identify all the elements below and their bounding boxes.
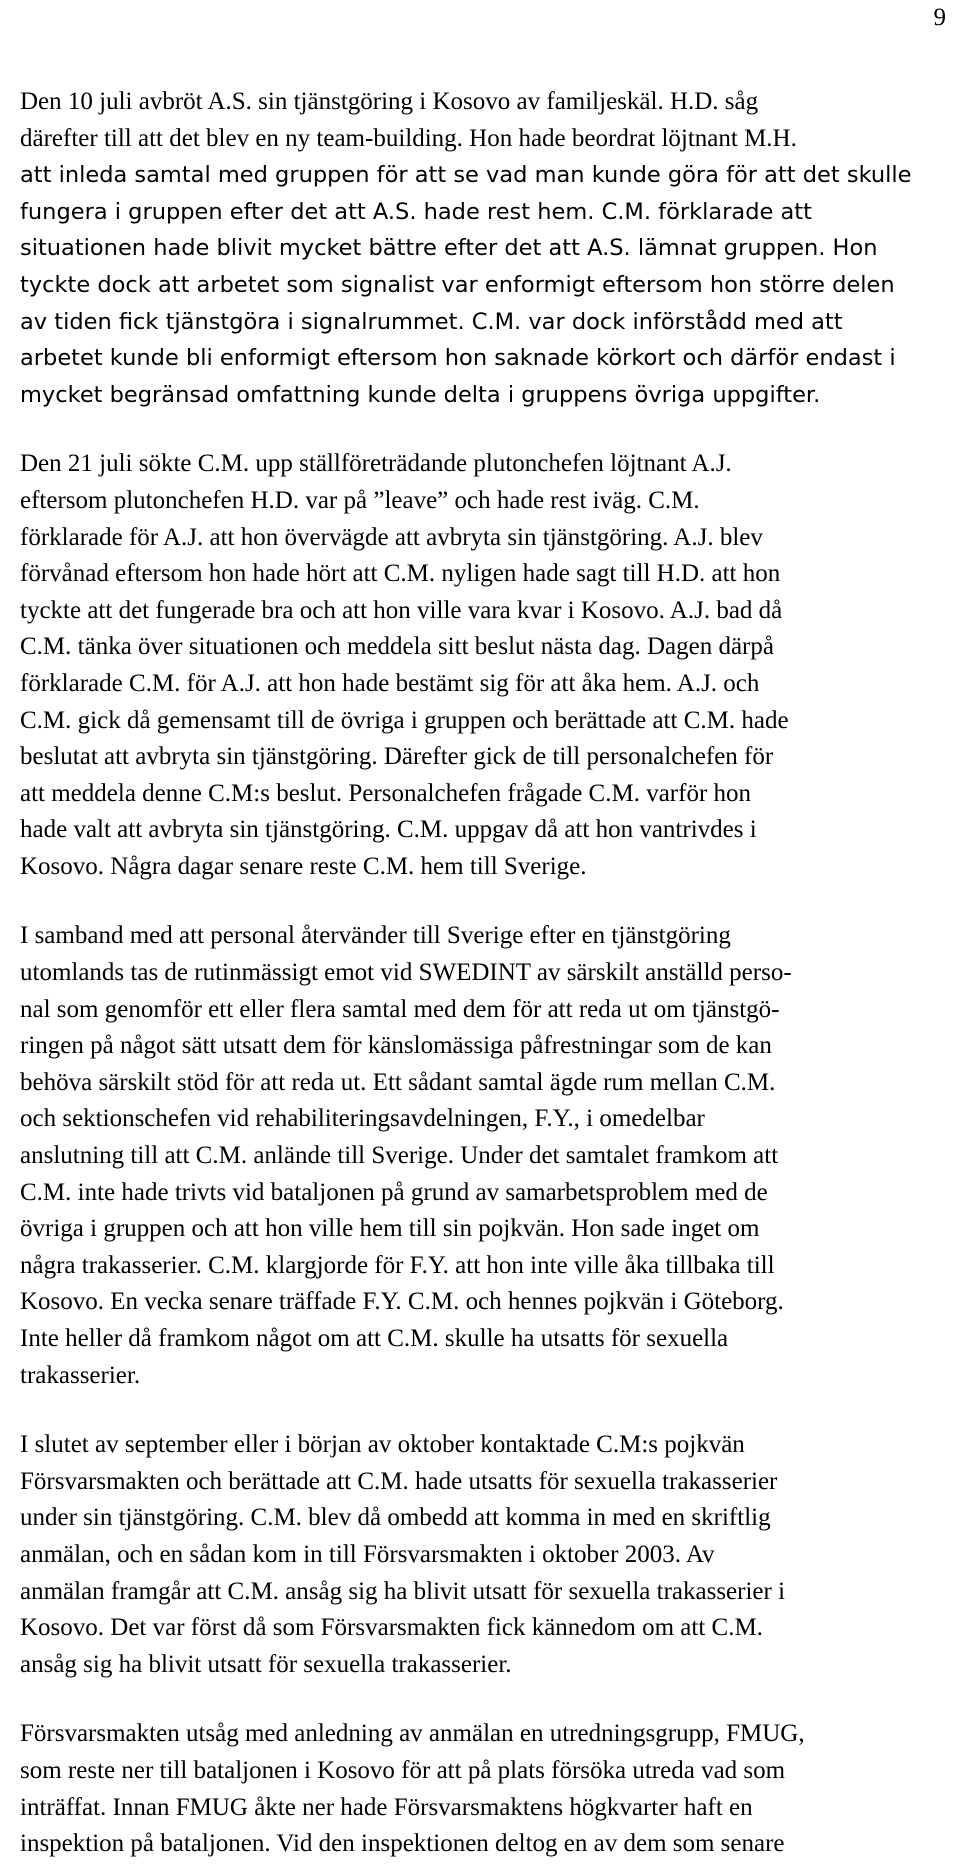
text-line: behöva särskilt stöd för att reda ut. Ett sådant samtal ägde rum mellan C.M. (20, 1068, 776, 1096)
text-line: I slutet av september eller i början av oktober kontaktade C.M:s pojkvän (20, 1431, 745, 1459)
text-line: anmälan, och en sådan kom in till Försvarsmakten i oktober 2003. Av (20, 1540, 715, 1568)
text-line: utomlands tas de rutinmässigt emot vid SWEDINT av särskilt anställd perso- (20, 959, 792, 987)
text-line: situationen hade blivit mycket bättre efter det att A.S. lämnat gruppen. Hon (20, 235, 878, 262)
text-line: Inte heller då framkom något om att C.M. skulle ha utsatts för sexuella (20, 1325, 729, 1352)
text-line: C.M. gick då gemensamt till de övriga i gruppen och berättade att C.M. hade (20, 706, 789, 734)
text-line: tyckte dock att arbetet som signalist var enformigt eftersom hon större delen (20, 271, 895, 298)
page-number: 9 (933, 4, 946, 31)
text-line: förklarade C.M. för A.J. att hon hade bestämt sig för att åka hem. A.J. och (20, 669, 760, 697)
text-line: hade valt att avbryta sin tjänstgöring. C.M. uppgav då att hon vantrivdes i (20, 816, 757, 844)
text-line: att inleda samtal med gruppen för att se vad man kunde göra för att det skulle (20, 162, 912, 189)
text-line: att meddela denne C.M:s beslut. Personalchefen frågade C.M. varför hon (20, 779, 752, 807)
text-line: ringen på något sätt utsatt dem för känslomässiga påfrestningar som de kan (20, 1032, 772, 1060)
text-line: Den 10 juli avbröt A.S. sin tjänstgöring i Kosovo av familjeskäl. H.D. såg (20, 88, 759, 115)
text-line: inträffat. Innan FMUG åkte ner hade Försvarsmaktens högkvarter haft en (20, 1793, 753, 1821)
text-line: fungera i gruppen efter det att A.S. hade rest hem. C.M. förklarade att (20, 198, 812, 225)
text-line: övriga i gruppen och att hon ville hem till sin pojkvän. Hon sade inget om (20, 1215, 760, 1243)
text-line: förvånad eftersom hon hade hört att C.M. nyligen hade sagt till H.D. att hon (20, 560, 781, 588)
document-body (20, 84, 945, 1863)
text-line: eftersom plutonchefen H.D. var på ”leave” och hade rest iväg. C.M. (20, 486, 700, 514)
text-line: I samband med att personal återvänder till Sverige efter en tjänstgöring (20, 922, 731, 950)
text-line: Kosovo. En vecka senare träffade F.Y. C.M. och hennes pojkvän i Göteborg. (20, 1288, 784, 1316)
text-line: trakasserier. (20, 1361, 141, 1389)
text-line: arbetet kunde bli enformigt eftersom hon saknade körkort och därför endast i (20, 345, 896, 372)
text-line: förklarade för A.J. att hon övervägde att avbryta sin tjänstgöring. A.J. blev (20, 523, 763, 551)
text-line: Den 21 juli sökte C.M. upp ställföreträdande plutonchefen löjtnant A.J. (20, 450, 732, 478)
paragraph-2 (20, 446, 945, 885)
text-line: Kosovo. Det var först då som Försvarsmakten fick kännedom om att C.M. (20, 1614, 763, 1642)
text-line: Försvarsmakten utsåg med anledning av anmälan en utredningsgrupp, FMUG, (20, 1720, 805, 1748)
text-line: under sin tjänstgöring. C.M. blev då ombedd att komma in med en skriftlig (20, 1504, 771, 1532)
text-line: Försvarsmakten och berättade att C.M. hade utsatts för sexuella trakasserier (20, 1467, 778, 1495)
text-line: anslutning till att C.M. anlände till Sverige. Under det samtalet framkom att (20, 1142, 779, 1170)
text-line: nal som genomför ett eller flera samtal med dem för att reda ut om tjänstgö- (20, 995, 780, 1023)
text-line: som reste ner till bataljonen i Kosovo för att på plats försöka utreda vad som (20, 1756, 786, 1784)
paragraph-1 (20, 84, 945, 413)
text-line: och sektionschefen vid rehabiliteringsavdelningen, F.Y., i omedelbar (20, 1105, 705, 1133)
text-line: inspektion på bataljonen. Vid den inspektionen deltog en av dem som senare (20, 1830, 785, 1858)
paragraph-4 (20, 1427, 945, 1683)
text-line: ansåg sig ha blivit utsatt för sexuella trakasserier. (20, 1650, 512, 1678)
text-line: tyckte att det fungerade bra och att hon ville vara kvar i Kosovo. A.J. bad då (20, 596, 783, 624)
paragraph-3 (20, 918, 945, 1394)
text-line: anmälan framgår att C.M. ansåg sig ha blivit utsatt för sexuella trakasserier i (20, 1577, 786, 1605)
text-line: Kosovo. Några dagar senare reste C.M. hem till Sverige. (20, 852, 587, 880)
text-line: några trakasserier. C.M. klargjorde för F.Y. att hon inte ville åka tillbaka till (20, 1251, 775, 1279)
text-line: av tiden fick tjänstgöra i signalrummet. C.M. var dock införstådd med att (20, 308, 843, 335)
text-line: beslutat att avbryta sin tjänstgöring. Därefter gick de till personalchefen för (20, 743, 774, 771)
paragraph-5 (20, 1716, 945, 1862)
text-line: C.M. inte hade trivts vid bataljonen på grund av samarbetsproblem med de (20, 1178, 768, 1206)
text-line: C.M. tänka över situationen och meddela sitt beslut nästa dag. Dagen därpå (20, 633, 774, 661)
text-line: därefter till att det blev en ny team-building. Hon hade beordrat löjtnant M.H. (20, 124, 797, 152)
text-line: mycket begränsad omfattning kunde delta i gruppens övriga uppgifter. (20, 381, 821, 408)
